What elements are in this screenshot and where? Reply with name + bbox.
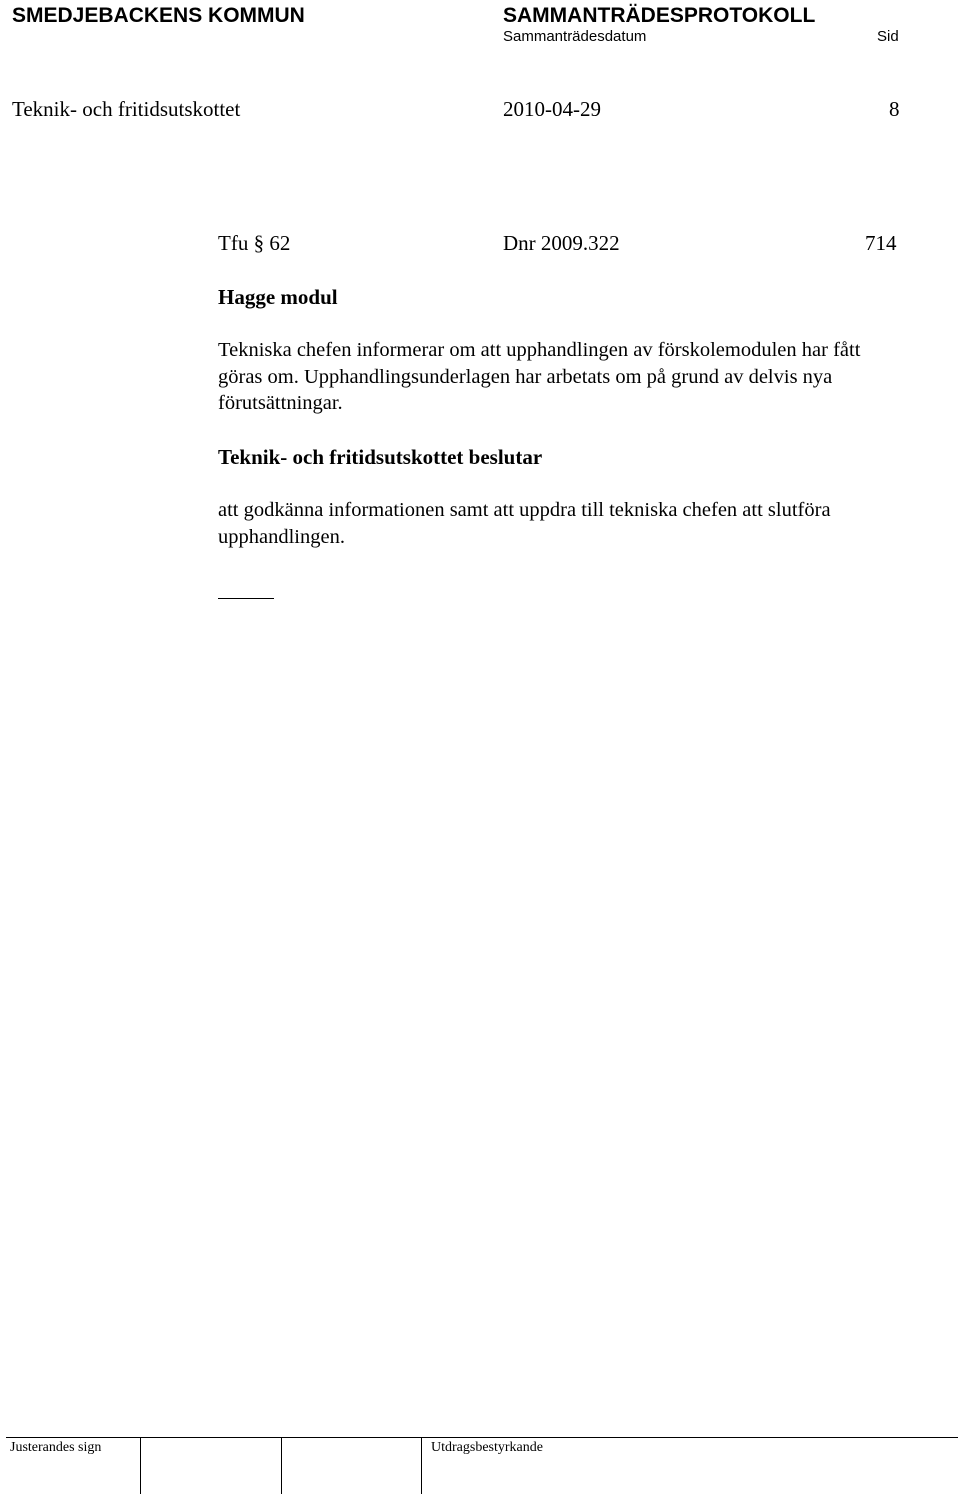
reference-number: 714 — [865, 231, 897, 255]
organization-name: SMEDJEBACKENS KOMMUN — [12, 4, 305, 27]
meeting-date-label: Sammanträdesdatum — [503, 28, 647, 45]
document-type: SAMMANTRÄDESPROTOKOLL — [503, 4, 816, 27]
diary-number: Dnr 2009.322 — [503, 231, 620, 255]
section-end-rule — [218, 598, 274, 599]
information-paragraph: Tekniska chefen informerar om att upphandlingen av förskolemodulen har fått göras om. Upphandlingsunderlagen har arbetats om på grund av delvis nya förutsättningar. — [218, 339, 861, 414]
signature-box-divider — [281, 1438, 282, 1494]
footer-divider — [6, 1437, 958, 1438]
signature-box-divider — [421, 1438, 422, 1494]
page-label: Sid — [877, 28, 899, 45]
meeting-date: 2010-04-29 — [503, 97, 601, 121]
item-heading: Hagge modul — [218, 285, 338, 309]
utdragsbestyrkande-label: Utdragsbestyrkande — [431, 1440, 543, 1455]
justerandes-sign-label: Justerandes sign — [10, 1440, 102, 1455]
committee-name: Teknik- och fritidsutskottet — [12, 97, 241, 121]
page-number: 8 — [889, 97, 900, 121]
decision-paragraph: att godkänna informationen samt att uppdra till tekniska chefen att slutföra upphandlingen. — [218, 499, 831, 548]
paragraph-reference: Tfu § 62 — [218, 231, 291, 255]
decision-heading: Teknik- och fritidsutskottet beslutar — [218, 445, 543, 469]
signature-box-divider — [140, 1438, 141, 1494]
